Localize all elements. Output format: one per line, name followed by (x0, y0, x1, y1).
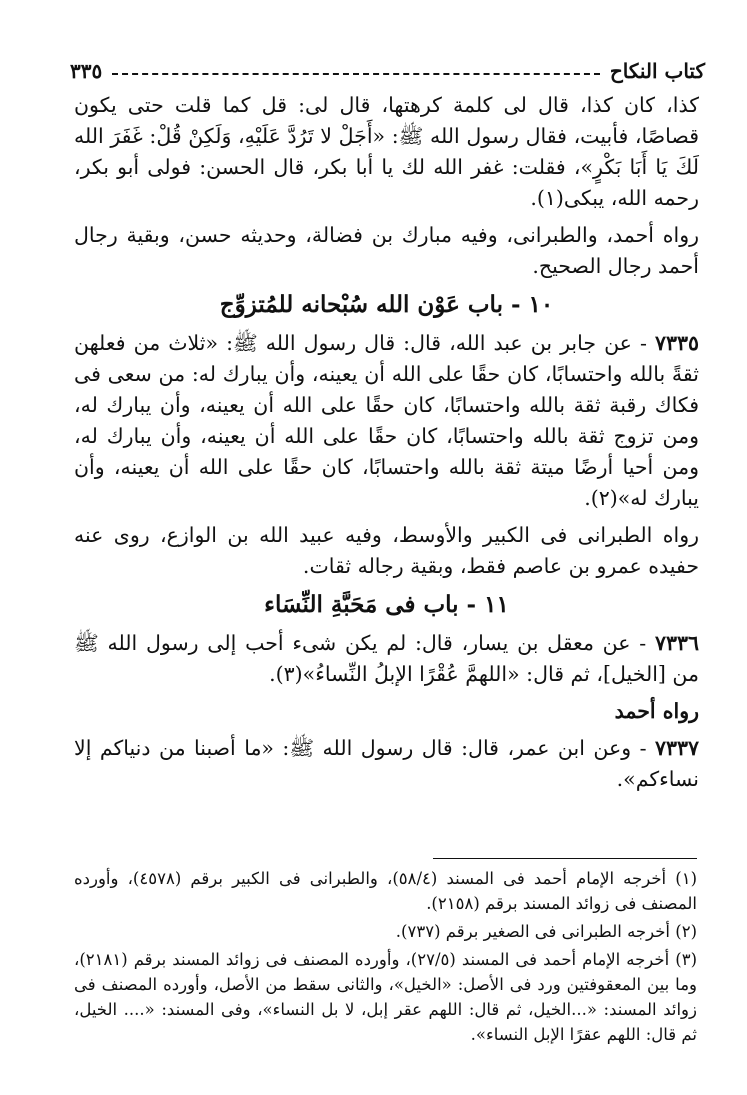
footnotes (74, 866, 697, 1050)
hadith-number-7337: ٧٣٣٧ (654, 736, 699, 760)
main-text (74, 90, 699, 801)
hadith-number-7335: ٧٣٣٥ (654, 331, 699, 355)
page-number: ٣٣٥ (70, 59, 103, 83)
footnote-1: (١) أخرجه الإمام أحمد فى المسند (٥٨/٤)، والطبرانى فى الكبير برقم (٤٥٧٨)، وأورده المصنف فى زوائد المسند برقم (٢١٥٨). (74, 869, 697, 913)
paragraph-narration-note-2: رواه الطبرانى فى الكبير والأوسط، وفيه عبيد الله بن الوازع، روى عنه حفيده عمرو بن عاصم فقط، وبقية رجاله ثقات. (74, 523, 699, 578)
hadith-number-7336: ٧٣٣٦ (654, 631, 699, 655)
header-dashed-rule (112, 73, 600, 75)
hadith-7337 (74, 733, 699, 795)
footnote-2: (٢) أخرجه الطبرانى فى الصغير برقم (٧٣٧). (395, 922, 697, 941)
running-title: كتاب النكاح (609, 59, 705, 83)
section-heading-10: ١٠ - باب عَوْن الله سُبْحانه للمُتزوِّج (219, 291, 554, 318)
section-heading-11: ١١ - باب فى مَحَبَّةِ النِّسَاء (264, 591, 509, 618)
hadith-7336-text: - عن معقل بن يسار، قال: لم يكن شىء أحب إلى رسول الله ﷺ من [الخيل]، ثم قال: «اللهمَّ عُقْرًا الإبلُ النِّساءُ»(٣). (74, 631, 699, 686)
footnote-separator (433, 858, 697, 859)
footnote-3: (٣) أخرجه الإمام أحمد فى المسند (٢٧/٥)، وأورده المصنف فى زوائد المسند برقم (٢١٨١)، وما بين المعقوفتين ورد فى الأصل: «الخيل»، والثانى سقط من الأصل، وأورده المصنف فى زوائد المسند: «...الخيل، ثم قال: اللهم عقر إبل، لا بل النساء»، وفى المسند: «.... الخيل، ثم قال: اللهم عقرًا الإبل النساء». (74, 950, 697, 1044)
running-header (70, 56, 705, 86)
paragraph-narration-note-3: رواه أحمد (614, 699, 699, 723)
hadith-7335 (74, 328, 699, 514)
hadith-7337-text: - وعن ابن عمر، قال: قال رسول الله ﷺ: «ما أصبنا من دنياكم إلا نساءكم». (74, 736, 699, 791)
paragraph-continuation: كذا، كان كذا، قال لى كلمة كرهتها، قال لى: قل كما قلت حتى يكون قصاصًا، فأبيت، فقال رسول الله ﷺ: «أَجَلْ لا تَرُدَّ عَلَيْهِ، وَلَكِنْ قُلْ: غَفَرَ الله لَكَ يَا أَبَا بَكْرٍ»، فقلت: غفر الله لك يا أبا بكر، قال الحسن: فولى أبو بكر، رحمه الله، يبكى(١). (74, 93, 699, 210)
paragraph-narration-note-1: رواه أحمد، والطبرانى، وفيه مبارك بن فضالة، وحديثه حسن، وبقية رجال أحمد رجال الصحيح. (74, 223, 699, 278)
hadith-7335-text: - عن جابر بن عبد الله، قال: قال رسول الله ﷺ: «ثلاث من فعلهن ثقةً بالله واحتسابًا، كان حقًا على الله أن يعينه، وأن يبارك له: من سعى فى فكاك رقبة ثقة بالله واحتسابًا، كان حقًا على الله أن يعينه، وأن يبارك له، ومن تزوج ثقة بالله واحتسابًا، كان حقًا على الله أن يعينه، وأن يبارك له، ومن أحيا أرضًا ميتة ثقة بالله واحتسابًا، كان حقًا على الله أن يعينه، وأن يبارك له»(٢). (74, 331, 699, 510)
hadith-7336 (74, 628, 699, 690)
